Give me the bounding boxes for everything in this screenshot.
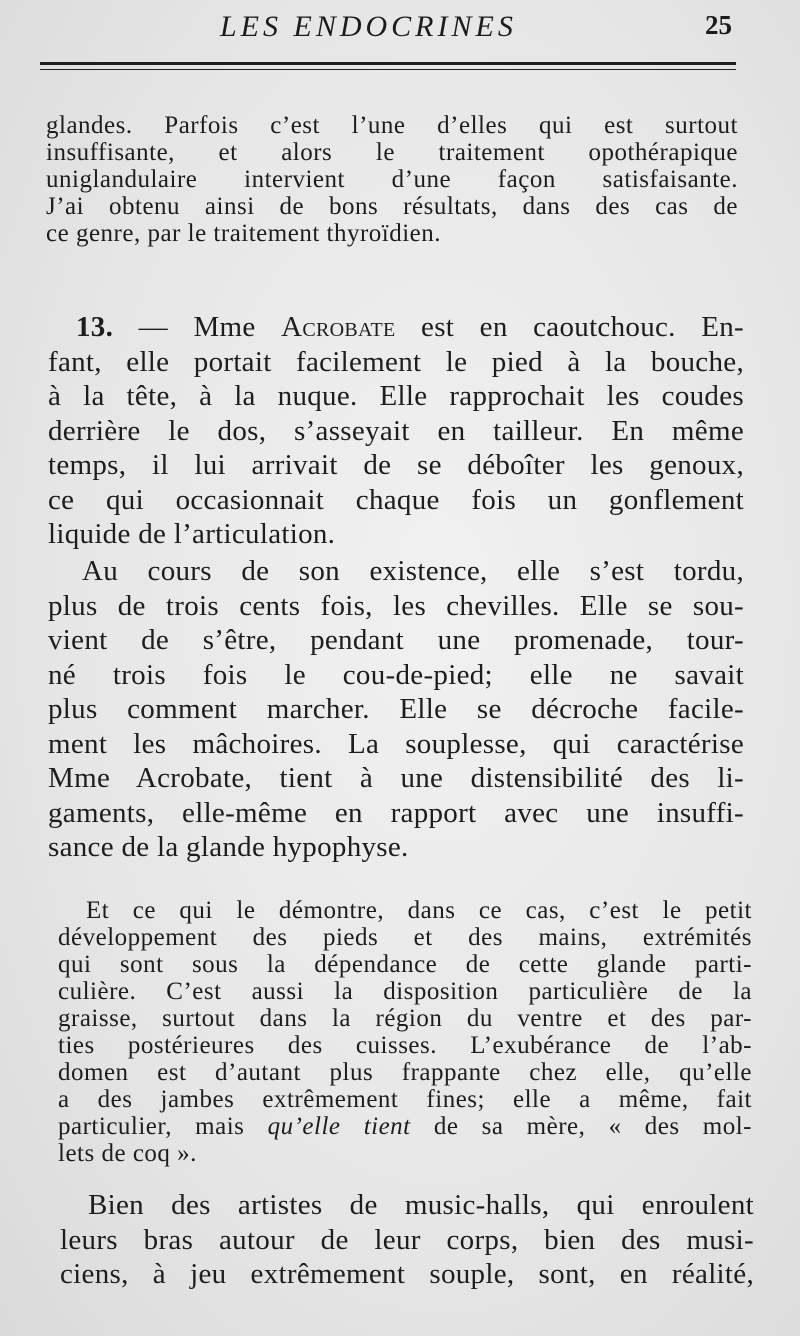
- running-head: LES ENDOCRINES: [220, 10, 517, 43]
- text-line: fant, elle portait facilement le pied à la bouche,: [48, 345, 744, 378]
- text-line: graisse, surtout dans la région du ventre et des par-: [58, 1005, 752, 1032]
- text-line: lets de coq ».: [58, 1140, 197, 1167]
- text-line: développement des pieds et des mains, extrémités: [58, 924, 752, 951]
- text-line: Bien des artistes de music-halls, qui enroulent: [88, 1189, 754, 1221]
- text-line: ce qui occasionnait chaque fois un gonflement: [48, 483, 744, 516]
- text-line: à la tête, à la nuque. Elle rapprochait les coudes: [48, 380, 744, 412]
- text-line: vient de s’être, pendant une promenade, tour-: [48, 624, 744, 656]
- text-line: liquide de l’articulation.: [48, 518, 336, 550]
- text-line: Au cours de son existence, elle s’est tordu,: [82, 555, 744, 587]
- text-line: plus de trois cents fois, les chevilles. Elle se sou-: [48, 589, 744, 622]
- text-line: J’ai obtenu ainsi de bons résultats, dans des cas de: [46, 193, 738, 220]
- header-rule-thin: [40, 69, 736, 70]
- italic-phrase: qu’elle tient: [267, 1113, 411, 1140]
- text-line: glandes. Parfois c’est l’une d’elles qui est surtout: [46, 112, 738, 139]
- text-line: culière. C’est aussi la disposition particulière de la: [58, 978, 752, 1005]
- text-line: né trois fois le cou-de-pied; elle ne savait: [48, 658, 744, 691]
- text-line: leurs bras autour de leur corps, bien des musi-: [60, 1223, 754, 1256]
- text-line: plus comment marcher. Elle se décroche facile-: [48, 693, 744, 725]
- text-line: ties postérieures des cuisses. L’exubérance de l’ab-: [58, 1032, 752, 1059]
- line-start: particulier, mais: [58, 1113, 245, 1140]
- text-line: temps, il lui arrivait de se déboîter les genoux,: [48, 449, 744, 481]
- text-line: Et ce qui le démontre, dans ce cas, c’est le petit: [86, 897, 752, 924]
- patient-name: Acrobate: [281, 311, 396, 343]
- page-number: 25: [705, 10, 732, 40]
- line-rest: est en caoutchouc. En-: [421, 311, 744, 343]
- line-end: de sa mère, « des mol-: [433, 1113, 753, 1140]
- page-header: [0, 6, 800, 50]
- text-line: uniglandulaire intervient d’une façon satisfaisante.: [46, 166, 738, 193]
- text-line: ce genre, par le traitement thyroïdien.: [46, 220, 442, 247]
- paragraph-case-13: [48, 310, 744, 552]
- paragraph-music-halls: [60, 1188, 754, 1292]
- dash-mme: — Mme: [138, 311, 256, 343]
- text-line: a des jambes extrêmement fines; elle a même, fait: [58, 1086, 752, 1113]
- text-line: ment les mâchoires. La souplesse, qui caractérise: [48, 727, 744, 760]
- header-rule-thick: [40, 62, 736, 65]
- text-line: Mme Acrobate, tient à une distensibilité des li-: [48, 762, 744, 794]
- case-number: 13.: [76, 311, 114, 343]
- text-line: [48, 310, 744, 345]
- text-line: qui sont sous la dépendance de cette glande parti-: [58, 951, 752, 978]
- text-line: domen est d’autant plus frappante chez elle, qu’elle: [58, 1059, 752, 1086]
- text-line: [58, 1113, 752, 1140]
- text-line: insuffisante, et alors le traitement opothérapique: [46, 139, 738, 166]
- text-line: gaments, elle-même en rapport avec une insuffi-: [48, 796, 744, 829]
- paragraph-au-cours: [48, 554, 744, 865]
- text-line: sance de la glande hypophyse.: [48, 831, 409, 863]
- text-line: derrière le dos, s’asseyait en tailleur. En même: [48, 414, 744, 447]
- text-line: ciens, à jeu extrêmement souple, sont, en réalité,: [60, 1258, 754, 1290]
- paragraph-demontre: [58, 897, 752, 1167]
- paragraph-glandes: [46, 112, 738, 247]
